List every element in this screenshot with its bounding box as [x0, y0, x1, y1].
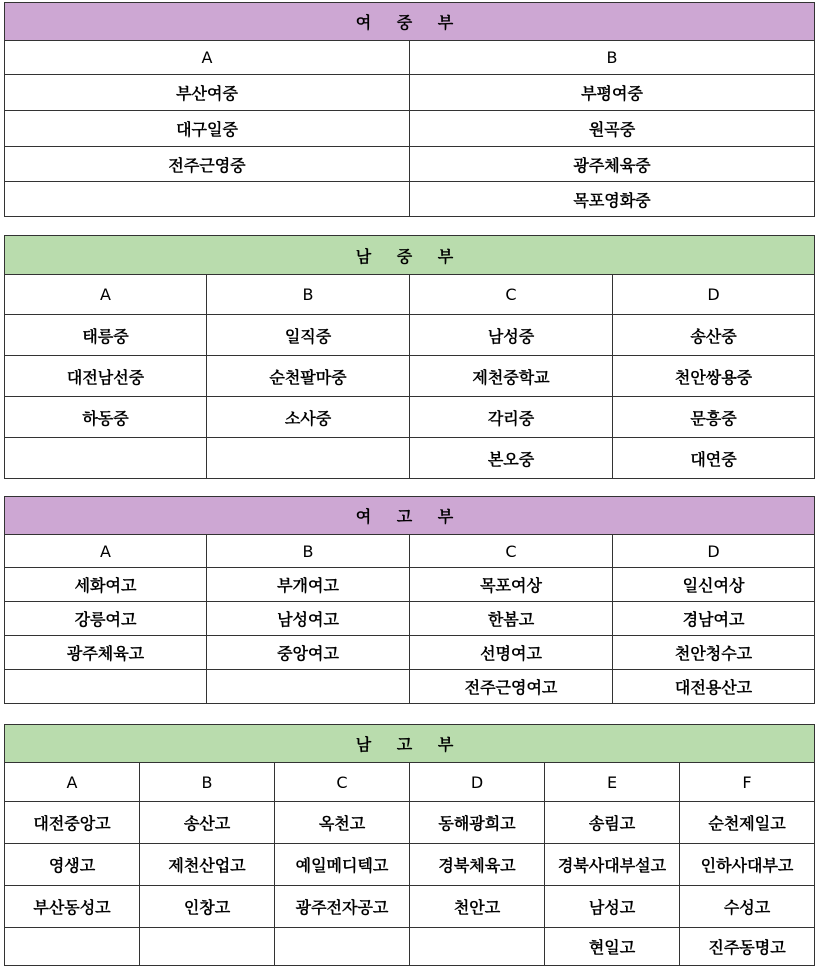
column-header: B [140, 763, 275, 802]
school-cell: 대구일중 [5, 111, 410, 147]
school-cell [5, 670, 207, 704]
school-cell: 각리중 [410, 397, 613, 438]
school-cell: 전주근영여고 [410, 670, 613, 704]
column-header: C [410, 535, 613, 568]
column-header: D [410, 763, 545, 802]
school-cell [410, 928, 545, 966]
school-cell: 천안쌍용중 [613, 356, 815, 397]
column-header: B [207, 275, 410, 315]
column-header: A [5, 275, 207, 315]
column-header: A [5, 41, 410, 75]
school-cell: 광주전자공고 [275, 886, 410, 928]
school-cell: 일신여상 [613, 568, 815, 602]
school-cell: 부산동성고 [5, 886, 140, 928]
school-cell [5, 182, 410, 217]
school-cell: 수성고 [680, 886, 815, 928]
school-cell: 강릉여고 [5, 602, 207, 636]
school-cell: 세화여고 [5, 568, 207, 602]
column-header: A [5, 535, 207, 568]
school-cell: 본오중 [410, 438, 613, 479]
school-cell: 광주체육중 [410, 147, 815, 182]
school-cell: 부개여고 [207, 568, 410, 602]
school-cell: 대전중앙고 [5, 802, 140, 844]
column-header: C [410, 275, 613, 315]
column-header: A [5, 763, 140, 802]
school-cell: 한봄고 [410, 602, 613, 636]
school-cell: 전주근영중 [5, 147, 410, 182]
school-cell: 영생고 [5, 844, 140, 886]
school-cell: 부평여중 [410, 75, 815, 111]
school-cell: 남성중 [410, 315, 613, 356]
school-cell: 현일고 [545, 928, 680, 966]
column-header: B [207, 535, 410, 568]
school-cell: 인하사대부고 [680, 844, 815, 886]
school-cell: 선명여고 [410, 636, 613, 670]
section-title: 남 고 부 [5, 725, 815, 763]
school-cell: 동해광희고 [410, 802, 545, 844]
school-cell: 남성여고 [207, 602, 410, 636]
school-cell: 인창고 [140, 886, 275, 928]
school-cell: 하동중 [5, 397, 207, 438]
boys-high-school-table [4, 724, 815, 966]
section-title: 여 고 부 [5, 497, 815, 535]
school-cell: 경북체육고 [410, 844, 545, 886]
school-cell: 경남여고 [613, 602, 815, 636]
school-cell: 순천팔마중 [207, 356, 410, 397]
school-cell: 순천제일고 [680, 802, 815, 844]
section-title: 여 중 부 [5, 3, 815, 41]
school-cell: 옥천고 [275, 802, 410, 844]
school-cell: 대연중 [613, 438, 815, 479]
column-header: D [613, 535, 815, 568]
school-cell: 목포여상 [410, 568, 613, 602]
school-cell [5, 928, 140, 966]
school-cell: 송림고 [545, 802, 680, 844]
school-cell: 예일메디텍고 [275, 844, 410, 886]
girls-high-school-table [4, 496, 815, 704]
school-cell: 경북사대부설고 [545, 844, 680, 886]
school-cell: 제천산업고 [140, 844, 275, 886]
school-cell: 중앙여고 [207, 636, 410, 670]
school-cell: 문흥중 [613, 397, 815, 438]
school-cell: 송산고 [140, 802, 275, 844]
boys-middle-school-table [4, 235, 815, 479]
school-cell: 광주체육고 [5, 636, 207, 670]
school-cell: 진주동명고 [680, 928, 815, 966]
school-cell: 대전용산고 [613, 670, 815, 704]
school-cell: 대전남선중 [5, 356, 207, 397]
school-cell [275, 928, 410, 966]
girls-middle-school-table [4, 2, 815, 217]
column-header: C [275, 763, 410, 802]
school-cell [207, 438, 410, 479]
column-header: E [545, 763, 680, 802]
column-header: F [680, 763, 815, 802]
school-cell: 소사중 [207, 397, 410, 438]
school-cell [5, 438, 207, 479]
school-cell: 천안고 [410, 886, 545, 928]
school-cell [207, 670, 410, 704]
school-cell: 천안청수고 [613, 636, 815, 670]
school-cell [140, 928, 275, 966]
column-header: D [613, 275, 815, 315]
school-cell: 제천중학교 [410, 356, 613, 397]
school-cell: 부산여중 [5, 75, 410, 111]
school-cell: 태릉중 [5, 315, 207, 356]
school-cell: 원곡중 [410, 111, 815, 147]
column-header: B [410, 41, 815, 75]
section-title: 남 중 부 [5, 236, 815, 275]
school-cell: 송산중 [613, 315, 815, 356]
school-cell: 남성고 [545, 886, 680, 928]
school-cell: 목포영화중 [410, 182, 815, 217]
school-cell: 일직중 [207, 315, 410, 356]
